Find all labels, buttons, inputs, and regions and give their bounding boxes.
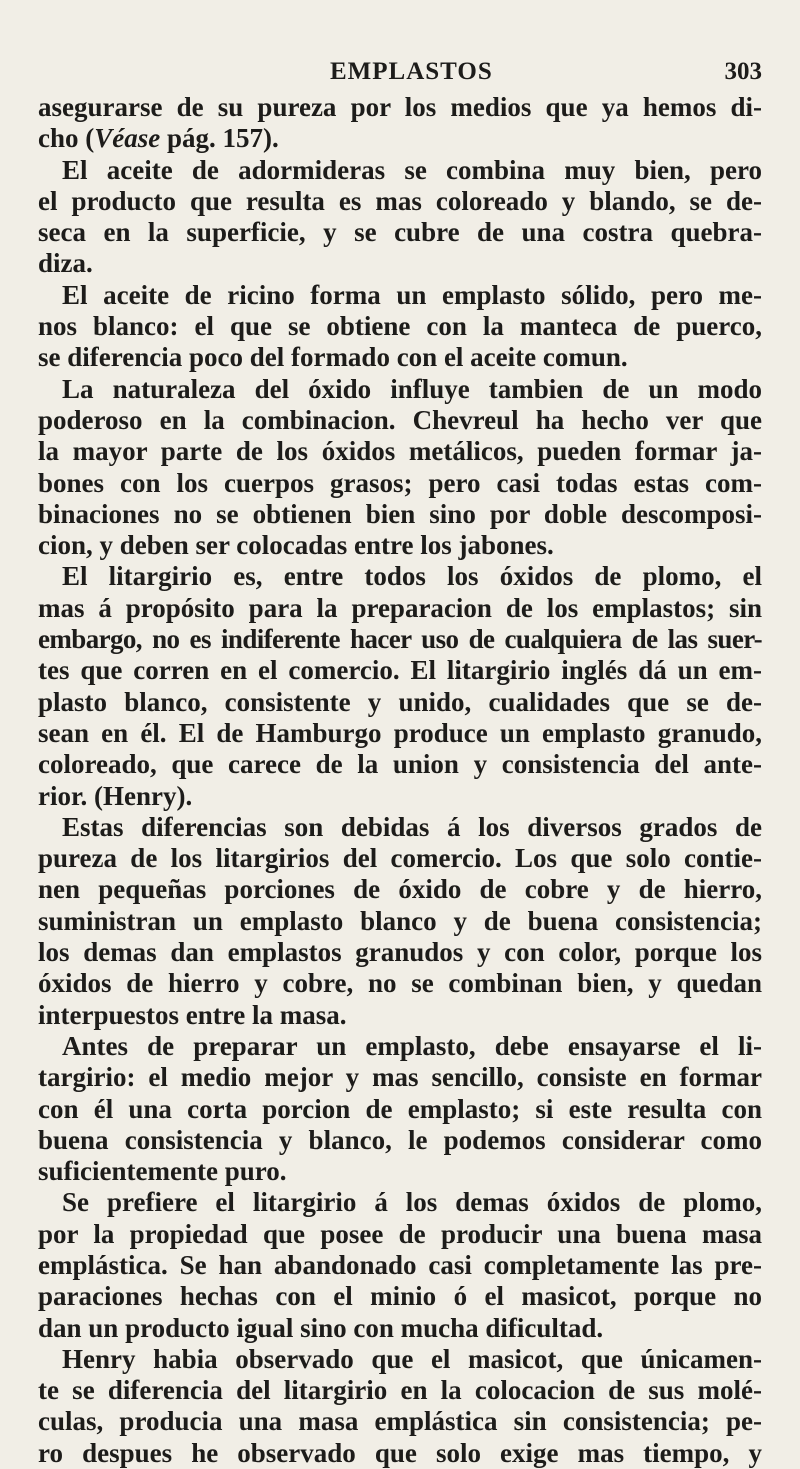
book-page	[38, 58, 762, 1468]
text-line: ro despues he observado que solo exige mas tiempo, y	[38, 1437, 762, 1468]
text-line: La naturaleza del óxido influye tambien de un modo	[62, 373, 762, 404]
text-line: tes que corren en el comercio. El litargirio inglés dá un em-	[38, 655, 762, 686]
text-line: El aceite de adormideras se combina muy bien, pero	[62, 154, 762, 185]
text-line: binaciones no se obtienen bien sino por doble descomposi-	[38, 498, 762, 529]
text-line: mas á propósito para la preparacion de los emplastos; sin	[38, 592, 762, 623]
text-line: embargo, no es indiferente hacer uso de cualquiera de las suer-	[38, 624, 762, 655]
text-line: cho (Véase pág. 157).	[38, 123, 279, 154]
text-line: te se diferencia del litargirio en la colocacion de sus molé-	[38, 1375, 762, 1406]
text-line: por la propiedad que posee de producir una buena masa	[38, 1218, 762, 1249]
text-line: plasto blanco, consistente y unido, cualidades que se de-	[38, 686, 762, 717]
text-line: El aceite de ricino forma un emplasto sólido, pero me-	[62, 279, 762, 310]
page-number: 303	[724, 58, 762, 85]
text-line: interpuestos entre la masa.	[38, 999, 347, 1030]
text-line: Se prefiere el litargirio á los demas óxidos de plomo,	[62, 1187, 762, 1218]
text-line: Henry habia observado que el masicot, que únicamen-	[62, 1343, 762, 1374]
text-line: poderoso en la combinacion. Chevreul ha hecho ver que	[38, 404, 762, 435]
text-line: cion, y deben ser colocadas entre los jabones.	[38, 530, 554, 561]
text-line: seca en la superficie, y se cubre de una costra quebra-	[38, 217, 762, 248]
text-line: se diferencia poco del formado con el aceite comun.	[38, 342, 628, 373]
text-line: sean en él. El de Hamburgo produce un emplasto granudo,	[38, 717, 762, 748]
text-line: bones con los cuerpos grasos; pero casi todas estas com-	[38, 467, 762, 498]
text-line: rior. (Henry).	[38, 780, 193, 811]
text-line: Estas diferencias son debidas á los diversos grados de	[62, 811, 762, 842]
italic-word: Véase	[94, 123, 161, 154]
text-line: Antes de preparar un emplasto, debe ensayarse el li-	[62, 1030, 762, 1061]
text-line: nos blanco: el que se obtiene con la manteca de puerco,	[38, 311, 762, 342]
text-line: culas, producia una masa emplástica sin consistencia; pe-	[38, 1406, 762, 1437]
text-line: buena consistencia y blanco, le podemos considerar como	[38, 1124, 762, 1155]
text-line: targirio: el medio mejor y mas sencillo, consiste en formar	[38, 1062, 762, 1093]
body-text	[38, 92, 762, 1469]
text-line: El litargirio es, entre todos los óxidos de plomo, el	[62, 561, 762, 592]
text-line: asegurarse de su pureza por los medios que ya hemos di-	[38, 92, 762, 122]
text-line: coloreado, que carece de la union y consistencia del ante-	[38, 749, 762, 780]
running-title: EMPLASTOS	[330, 58, 493, 85]
text-line: dan un producto igual sino con mucha dificultad.	[38, 1312, 604, 1343]
running-header	[38, 58, 762, 92]
text-line: diza.	[38, 248, 93, 279]
text-line: paraciones hechas con el minio ó el masicot, porque no	[38, 1281, 762, 1312]
text-line: suficientemente puro.	[38, 1156, 287, 1187]
text-line: el producto que resulta es mas coloreado y blando, se de-	[38, 185, 762, 216]
text-line: emplástica. Se han abandonado casi completamente las pre-	[38, 1249, 762, 1280]
text-line: pureza de los litargirios del comercio. Los que solo contie-	[38, 843, 762, 874]
text-line: la mayor parte de los óxidos metálicos, pueden formar ja-	[38, 436, 762, 467]
text-line: con él una corta porcion de emplasto; si este resulta con	[38, 1093, 762, 1124]
text-line: suministran un emplasto blanco y de buena consistencia;	[38, 905, 762, 936]
text-line: los demas dan emplastos granudos y con color, porque los	[38, 937, 762, 968]
text-line: nen pequeñas porciones de óxido de cobre y de hierro,	[38, 874, 762, 905]
text-line: óxidos de hierro y cobre, no se combinan bien, y quedan	[38, 968, 762, 999]
